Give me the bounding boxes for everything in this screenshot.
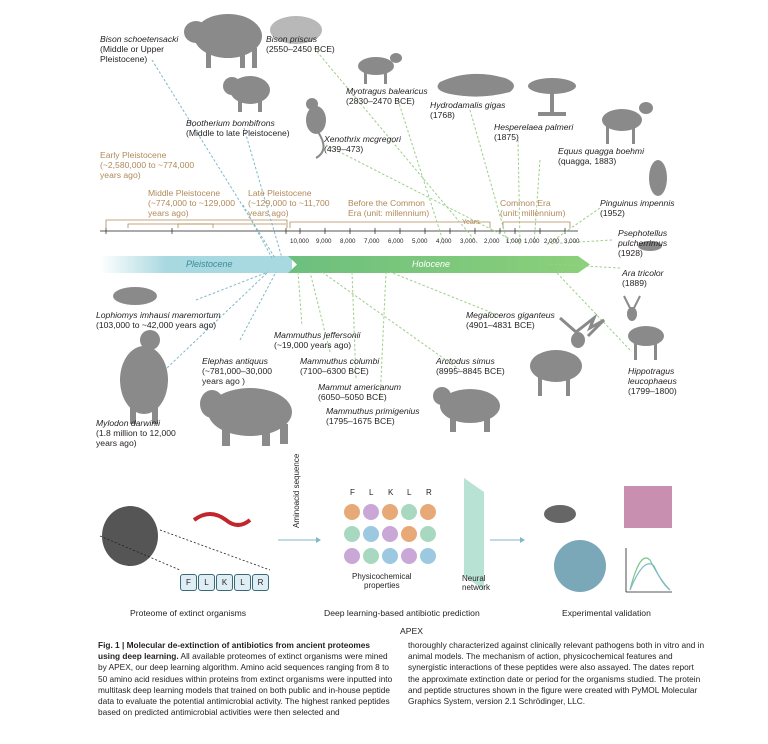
lophiomys-icon — [113, 287, 157, 305]
caption-right-text: thoroughly characterized against clinically relevant pathogens both in vitro and in animal models. The mechanism of action, physicochemical features and synergistic interactions of these peptides were also assayed. The dates report the approximate extinction date or period for the organisms studied. The protein and peptide structures shown in the figure were created with PyMOL Molecular Graphics System, version 2.1 Schrödinger, LLC. — [408, 640, 705, 707]
proteome-label: Proteome of extinct organisms — [130, 608, 247, 618]
organism-date: (1795–1675 BCE) — [326, 416, 395, 426]
aa-circle — [344, 504, 360, 520]
era-brackets — [106, 220, 570, 228]
aa-letter: F — [350, 488, 355, 497]
pinguinus-icon — [649, 160, 667, 196]
tick-label: 2,000 — [484, 238, 500, 245]
mammuthus-primigenius-label — [326, 406, 420, 426]
caption-title: Fig. 1 | Molecular de-extinction of antibiotics from ancient proteomes using deep learning. — [98, 640, 371, 662]
organism-date: (1889) — [622, 278, 647, 288]
organism-name: Lophiomys imhausi maremortum — [96, 310, 221, 320]
organism-name: Hippotragus leucophaeus — [628, 366, 677, 386]
equus-label — [558, 146, 644, 166]
aa-circle — [344, 548, 360, 564]
late-pleistocene-label: Late Pleistocene (~129,000 to ~11,700 years ago) — [248, 188, 330, 218]
organism-date: (1799–1800) — [628, 386, 677, 396]
aa-letter: L — [407, 488, 412, 497]
organism-name: Bison priscus — [266, 34, 318, 44]
aa-circle — [382, 548, 398, 564]
aa-circle — [363, 504, 379, 520]
organism-date: (~19,000 years ago) — [274, 340, 352, 350]
aa-box: F — [180, 574, 197, 591]
aa-box: L — [198, 574, 215, 591]
hesperelaea-label — [494, 122, 573, 142]
organism-name: Hydrodamalis gigas — [430, 100, 506, 110]
caption-left — [98, 640, 394, 718]
experimental-label: Experimental validation — [562, 608, 651, 618]
peptide-helix-icon — [194, 514, 250, 525]
tick-label: 4,000 — [436, 238, 452, 245]
caption-right — [408, 640, 706, 707]
organism-name: Psephotellus pulcherrimus — [618, 228, 668, 248]
neural-network-label: Neural network — [462, 574, 491, 592]
aa-circle — [363, 526, 379, 542]
organism-date: (103,000 to ~42,000 years ago) — [96, 320, 217, 330]
dl-label: Deep learning-based antibiotic prediction — [324, 608, 480, 618]
curves-plot-icon — [626, 548, 672, 592]
tick-label: 10,000 — [290, 238, 309, 245]
hesperelaea-icon — [528, 78, 576, 116]
myotragus-label — [346, 86, 428, 106]
organism-name: Bootherium bombifrons — [186, 118, 275, 128]
organism-date: (Middle to late Pleistocene) — [186, 128, 290, 138]
tick-label: 3,000 — [564, 238, 580, 245]
organism-name: Elephas antiquus — [202, 356, 268, 366]
bison-priscus-label — [266, 34, 335, 54]
bootherium-icon — [223, 76, 270, 112]
years-label: Years — [462, 219, 480, 226]
caption-left-text: All available proteomes of extinct organisms were mined by APEX, our deep learning algorithm. Amino acid sequences ranging from 8 to 50 amino acid residues within proteins from extinct organisms were inputted into multitask deep learning models that trained on both public and in-house peptide data to evaluate the potential antimicrobial activity. The highest ranked peptides based on predicted antimicrobial activities were then selected and — [98, 651, 393, 718]
organism-date: (Middle or Upper Pleistocene) — [100, 44, 164, 64]
hydrodamalis-icon — [438, 74, 514, 97]
xenothrix-label — [324, 134, 401, 154]
aa-letter: R — [426, 488, 432, 497]
holocene-label: Holocene — [412, 259, 451, 269]
before-common-era-label: Before the Common Era (unit: millennium) — [348, 198, 430, 218]
aa-circle — [344, 526, 360, 542]
organism-date: (2550–2450 BCE) — [266, 44, 335, 54]
elephas-label — [202, 356, 272, 386]
pinguinus-label — [600, 198, 675, 218]
heatmap-icon — [624, 486, 672, 528]
arctodus-label — [436, 356, 505, 376]
hydrodamalis-label — [430, 100, 505, 120]
tick-label: 8,000 — [340, 238, 356, 245]
organism-name: Mammut americanum — [318, 382, 402, 392]
organism-name: Mylodon darwinii — [96, 418, 161, 428]
organism-name: Equus quagga boehmi — [558, 146, 645, 156]
aa-circle — [420, 548, 436, 564]
organism-date: (1875) — [494, 132, 519, 142]
tick-label: 3,000 — [460, 238, 476, 245]
aa-circle — [401, 526, 417, 542]
tick-label: 6,000 — [388, 238, 404, 245]
tick-label: 7,000 — [364, 238, 380, 245]
aa-letter: L — [369, 488, 374, 497]
organism-name: Ara tricolor — [622, 268, 664, 278]
aa-circle — [420, 526, 436, 542]
elephas-icon — [200, 388, 292, 446]
myotragus-icon — [358, 53, 402, 84]
aa-box: K — [216, 574, 233, 591]
early-pleistocene-label: Early Pleistocene (~2,580,000 to ~774,000 years ago) — [100, 150, 195, 180]
organism-date: (6050–5050 BCE) — [318, 392, 387, 402]
organism-date: (1.8 million to 12,000 years ago) — [96, 428, 176, 448]
mouse-icon — [544, 505, 576, 523]
mylodon-icon — [120, 330, 168, 424]
pleistocene-label: Pleistocene — [186, 259, 233, 269]
organism-date: (quagga, 1883) — [558, 156, 617, 166]
organism-name: Myotragus balearicus — [346, 86, 428, 96]
physico-label: Physicochemical properties — [352, 572, 412, 590]
psephotellus-label — [618, 228, 667, 258]
organism-name: Mammuthus columbi — [300, 356, 380, 366]
mylodon-label — [96, 418, 176, 448]
arctodus-icon — [433, 387, 500, 432]
megaloceros-label — [466, 310, 555, 330]
organism-date: (1952) — [600, 208, 625, 218]
aa-circle — [401, 548, 417, 564]
organism-date: (1768) — [430, 110, 455, 120]
organism-name: Hesperelaea palmeri — [494, 122, 574, 132]
tick-label: 5,000 — [412, 238, 428, 245]
common-era-label: Common Era (unit: millennium) — [500, 198, 566, 218]
bison-schoetensacki-label — [100, 34, 178, 64]
tick-label: 1,000 — [506, 238, 522, 245]
aa-circle — [401, 504, 417, 520]
hippotragus-label — [628, 366, 677, 396]
organism-name: Pinguinus impennis — [600, 198, 675, 208]
aa-circle — [363, 548, 379, 564]
mammuthus-columbi-label — [300, 356, 379, 376]
organism-name: Mammuthus primigenius — [326, 406, 420, 416]
xenothrix-icon — [306, 98, 326, 158]
mammuthus-jeffersonii-label — [274, 330, 360, 350]
middle-pleistocene-label: Middle Pleistocene (~774,000 to ~129,000 years ago) — [148, 188, 235, 218]
ara-label — [622, 268, 664, 288]
aa-circle — [420, 504, 436, 520]
tick-label: 1,000 — [524, 238, 540, 245]
aa-sequence-label: Aminoacid sequence — [292, 453, 301, 528]
organism-date: (7100–6300 BCE) — [300, 366, 369, 376]
aa-circle — [382, 526, 398, 542]
hippotragus-icon — [624, 296, 664, 360]
tick-label: 2,000 — [544, 238, 560, 245]
equus-icon — [602, 102, 653, 144]
apex-label: APEX — [400, 626, 423, 636]
organism-date: (439–473) — [324, 144, 364, 154]
mammut-label — [318, 382, 401, 402]
organism-date: (8995–8845 BCE) — [436, 366, 505, 376]
organism-name: Xenothrix mcgregori — [324, 134, 401, 144]
organism-name: Mammuthus jeffersonii — [274, 330, 361, 340]
tick-label: 9,000 — [316, 238, 332, 245]
organism-name: Megaloceros giganteus — [466, 310, 555, 320]
aa-box: R — [252, 574, 269, 591]
bison-schoetensacki-icon — [184, 14, 262, 68]
bacteria-image-icon — [554, 540, 606, 592]
aa-letter: K — [388, 488, 394, 497]
organism-date: (4901–4831 BCE) — [466, 320, 535, 330]
organism-date: (~781,000–30,000 years ago ) — [202, 366, 273, 386]
aa-box: L — [234, 574, 251, 591]
bootherium-label — [186, 118, 290, 138]
lophiomys-label — [96, 310, 221, 330]
organism-date: (2830–2470 BCE) — [346, 96, 415, 106]
organism-name: Arctodus simus — [436, 356, 495, 366]
organism-date: (1928) — [618, 248, 643, 258]
organism-name: Bison schoetensacki — [100, 34, 179, 44]
aa-circle — [382, 504, 398, 520]
